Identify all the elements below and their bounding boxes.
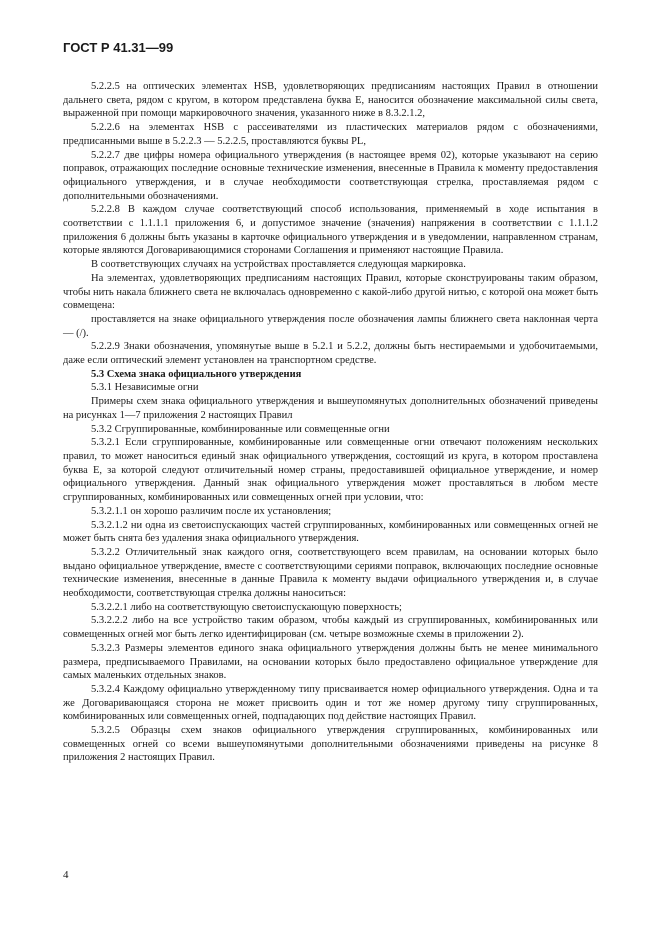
section-heading-5-3: 5.3 Схема знака официального утверждения (91, 368, 302, 380)
page-number: 4 (63, 869, 69, 881)
paragraph-5-2-2-8: 5.2.2.8 В каждом случае соответствующий способ использования, применяемый в ходе испытания в соответствии с 1.1.1.1 приложения 6, и допустимое значение (значения) напряжения в соответствии с 1.1.1.2 приложения 6 должны быть указаны в карточке официального утверждения и в уведомлении, направленном странам, которые являются Договаривающимися сторонами Соглашения и применяют настоящие Правила. (63, 204, 598, 257)
paragraph-5-3-2-1-1: 5.3.2.1.1 он хорошо различим после их установления; (91, 505, 332, 517)
paragraph-5-3-2-3: 5.3.2.3 Размеры элементов единого знака официального утверждения должны быть не менее минимального размера, предписываемого Правилами, на основании которых было предоставлено официальное утверждение для самых маленьких отдельных знаков. (63, 642, 598, 682)
paragraph-5-3-2-2: 5.3.2.2 Отличительный знак каждого огня, соответствующего всем правилам, на основании которых было выдано официальное утверждение, вместе с соответствующими сериями поправок, включающих последние основные технические изменения, внесенные в данные Правила к моменту выдачи официального утверждения и, в случае необходимости, соответствующая стрелка должны наноситься: (63, 546, 598, 600)
paragraph-5-3-2-2-2: 5.3.2.2.2 либо на все устройство таким образом, чтобы каждый из сгруппированных, комбинированных или совмещенных огней мог быть легко идентифицирован (см. четыре возможные схемы в приложении 2). (63, 615, 598, 641)
paragraph-examples: Примеры схем знака официального утверждения и вышеупомянутых дополнительных обозначений приведены на рисунках 1—7 приложения 2 настоящих Правил (63, 396, 598, 421)
paragraph-elements: На элементах, удовлетворяющих предписаниям настоящих Правил, которые сконструированы таким образом, чтобы нить накала ближнего света не включалась одновременно с какой-либо другой нитью, с которой она может быть совмещена: (63, 272, 598, 312)
paragraph-5-3-2-5: 5.3.2.5 Образцы схем знаков официального утверждения сгруппированных, комбинированных или совмещенных огней со всеми вышеупомянутыми дополнительными обозначениями приведены на рисунке 8 приложения 2 настоящих Правил. (63, 725, 598, 764)
paragraph-5-3-2: 5.3.2 Сгруппированные, комбинированные или совмещенные огни (91, 423, 390, 435)
paragraph-5-2-2-5: 5.2.2.5 на оптических элементах HSB, удовлетворяющих предписаниям настоящих Правил в отношении дальнего света, рядом с кругом, в котором представлена буква E, наносится обозначение максимальной силы света, выраженной при помощи маркировочного значения, указанного ниже в 8.3.2.1.2, (63, 81, 598, 120)
paragraph-slash: проставляется на знаке официального утверждения после обозначения лампы ближнего света наклонная черта — (/). (63, 313, 598, 339)
standard-header: ГОСТ Р 41.31—99 (63, 40, 174, 55)
paragraph-5-2-2-9: 5.2.2.9 Знаки обозначения, упомянутые выше в 5.2.1 и 5.2.2, должны быть нестираемыми и удобочитаемыми, даже если оптический элемент установлен на транспортном средстве. (63, 341, 598, 367)
paragraph-marking-intro: В соответствующих случаях на устройствах проставляется следующая маркировка. (91, 259, 466, 271)
paragraph-5-3-2-1-2: 5.3.2.1.2 ни одна из светоиспускающих частей сгруппированных, комбинированных или совмещенных огней не может быть снята без удаления знака официального утверждения. (63, 519, 598, 545)
paragraph-5-3-2-4: 5.3.2.4 Каждому официально утвержденному типу присваивается номер официального утверждения. Одна и та же Договаривающаяся сторона не может присвоить один и тот же номер другому типу сгруппированных, комбинированных или совмещенных огней, подпадающих под действие настоящих Правил. (63, 683, 598, 723)
paragraph-5-3-2-1: 5.3.2.1 Если сгруппированные, комбинированные или совмещенные огни отвечают положениям нескольких правил, то может наноситься единый знак официального утверждения, состоящий из круга, в котором проставлена буква E, за которой следуют отличительный номер страны, предоставившей официальное утверждение, и номер официального утверждения. Данный знак официального утверждения может проставляться в любом месте сгруппированных, комбинированных или совмещенных огней при условии, что: (63, 437, 598, 504)
paragraph-5-3-1: 5.3.1 Независимые огни (91, 382, 199, 394)
document-body (63, 80, 598, 765)
paragraph-5-2-2-7: 5.2.2.7 две цифры номера официального утверждения (в настоящее время 02), которые указывают на серию поправок, отражающих последние основные технические изменения, внесенные в Правила к моменту предоставления официального утверждения, и в случае необходимости соответствующая стрелка, проставляемая рядом с дополнительными обозначениями. (63, 149, 598, 202)
paragraph-5-2-2-6: 5.2.2.6 на элементах HSB с рассеивателями из пластических материалов рядом с обозначениями, предписанными выше в 5.2.2.3 — 5.2.2.5, проставляются буквы PL, (63, 122, 598, 147)
paragraph-5-3-2-2-1: 5.3.2.2.1 либо на соответствующую светоиспускающую поверхность; (91, 601, 402, 613)
